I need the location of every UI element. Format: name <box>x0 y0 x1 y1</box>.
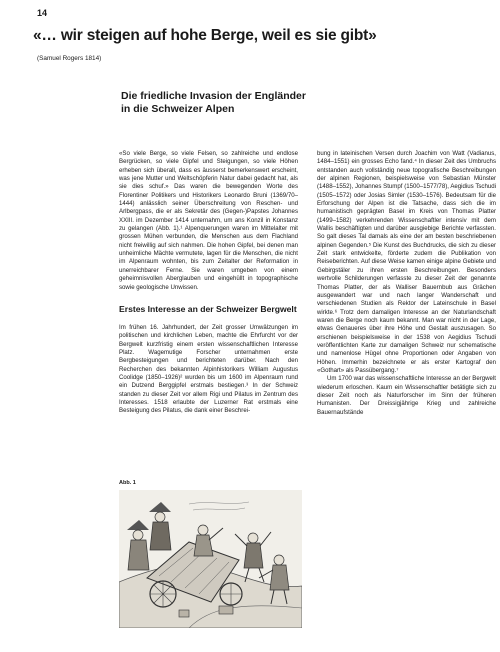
section-heading: Erstes Interesse an der Schweizer Bergwelt <box>119 303 297 314</box>
body-paragraph: Um 1700 war das wissenschaftliche Interesse an der Bergwelt wiederum erloschen. Kaum ein Wissenschaftler betätigte sich zu dieser Zeit noch als Naturforscher im Sinn der früheren Humanisten. Der Dreissigjährige Krieg und zahlreiche Bauernaufstände <box>317 375 496 416</box>
right-text-column <box>317 150 496 417</box>
left-text-column <box>119 150 298 416</box>
page-number: 14 <box>37 8 48 18</box>
body-paragraph: «So viele Berge, so viele Felsen, so zahlreiche und endlose Bergrücken, so viele Gipfel und Steigungen, so viele Höhen erheben sich überall, dass es äusserst bemerkenswert erscheint, was jene Mutter und Weltschöpferin Natur dabei gedacht hat, als sie dies schuf.» Das waren die bewegenden Worte des Florentiner Politikers und Historikers Leonardo Bruni (1369/70–1444) anlässlich seiner Überschreitung von Reschen- und Arlbergpass, die er als Sekretär des (Gegen-)Papstes Johannes XXIII. im Dezember 1414 unternahm, um ans Konzil in Konstanz zu gelangen (Abb. 1).¹ Alpenquerungen waren im Mittelalter mit grossen Mühen verbunden, die Menschen aus dem Flachland nicht freiwillig auf sich nahmen. Die hohen Gipfel, bei denen man unheimliche Mächte vermutete, lagen für die Menschen, die nicht im Alpenraum wohnten, bis zum Zeitalter der Reformation in unerreichbarer Ferne. Sie waren umgeben von einem geheimnisvollen Aberglauben und eingehüllt in topographische sowie geologische Unwissen. <box>119 150 298 291</box>
figure-label: Abb. 1 <box>119 480 136 486</box>
medieval-illustration <box>119 490 302 628</box>
chapter-heading: Die friedliche Invasion der Engländer in die Schweizer Alpen <box>121 90 306 115</box>
illustration-drawing <box>119 490 302 628</box>
body-paragraph: Im frühen 16. Jahrhundert, der Zeit grosser Umwälzungen im politischen und kirchlichen Leben, machte die Ehrfurcht vor der Bergwelt kurzfristig einem ersten wissenschaftlichen Interesse Platz. Wagemutige Forscher unternahmen erste Bergbesteigungen und berichteten darüber. Nach den Recherchen des bekannten Alpinhistorikers William Augustus Coolidge (1850–1926)² wurden bis um 1600 im Alpenraum rund ein Dutzend Berggipfel erstmals bestiegen.³ In der Schweiz standen zu dieser Zeit vor allem Rigi und Pilatus im Zentrum des Interesses. 1518 erlaubte der Luzerner Rat erstmals eine Besteigung des Pilatus, die dank einer Beschrei- <box>119 323 298 415</box>
quote-attribution: (Samuel Rogers 1814) <box>37 55 102 62</box>
page-title: «… wir steigen auf hohe Berge, weil es sie gibt» <box>33 27 377 44</box>
body-paragraph: bung in lateinischen Versen durch Joachim von Watt (Vadianus, 1484–1551) ein grosses Echo fand.⁴ In dieser Zeit des Umbruchs entstanden auch vollständig neue topografische Beschreibungen der alpinen Regionen, beispielsweise von Sebastian Münster (1488–1552), Johannes Stumpf (1500–1577/78), Aegidius Tschudi (1505–1572) oder Josias Simler (1530–1576). Bedeutsam für die Erforschung der Alpen ist die Tatsache, dass sich die im humanistisch geprägten Basel im Kreis von Thomas Platter (1499–1582) verkehrenden Wissenschaftler intensiv mit dem Wallis beschäftigten und darüber ausgiebige Berichte verfassten. So galt dieses Tal damals als eine der am besten beschriebenen alpinen Gegenden.⁵ Die Kunst des Buchdrucks, die sich zu dieser Zeit stark entwickelte, förderte zudem die Publikation von Reiseberichten. Auf diese Weise kamen einige alpine Gebiete und Gebirgstäler zu ihren ersten Beschreibungen. Besonders wertvolle Schilderungen verfasste zu dieser Zeit der genannte Thomas Platter, der als Walliser Bauernbub aus Grächen ausgewandert war und nach langer Wanderschaft und verschiedenen Studien als Rektor der Lateinschule in Basel wirkte.⁶ Trotz dem damaligen Interesse an der Naturlandschaft waren die Berge noch kaum bekannt. Man war nicht in der Lage, etwas Genaueres über ihre Höhe und Gestalt auszusagen. So erschienen beispielsweise in der 1538 von Aegidius Tschudi veröffentlichten Karte zur damaligen Schweiz nur schematische und namenlose Hügel ohne Proportionen oder Angaben von Höhen. Immerhin bezeichnete er als erster Kartograf den «Gothart» als Passübergang.⁷ <box>317 150 496 374</box>
